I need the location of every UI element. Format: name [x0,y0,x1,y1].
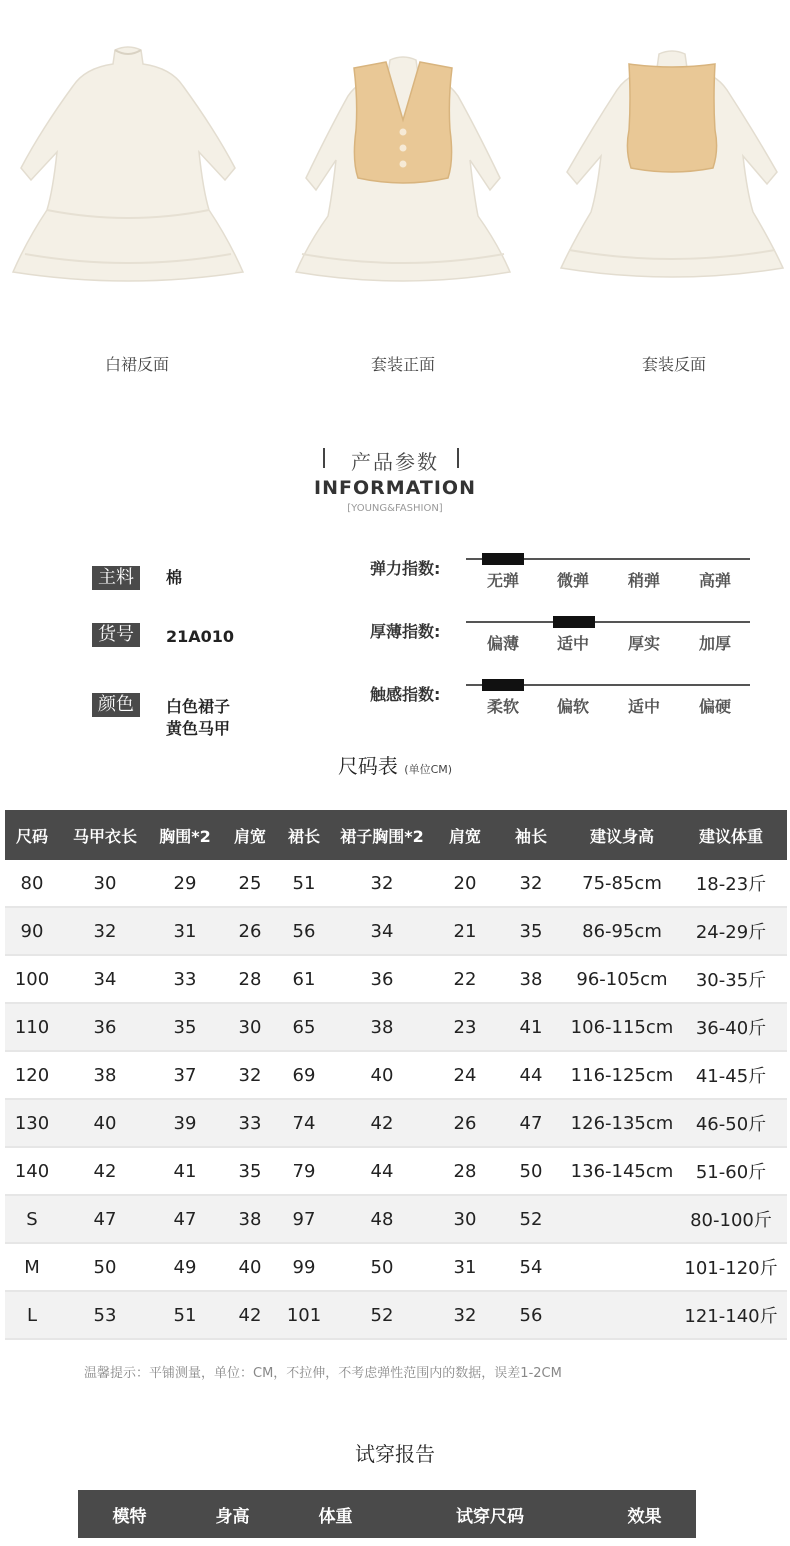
table-cell: 80-100斤 [675,1195,787,1243]
table-cell: 33 [219,1099,281,1147]
table-cell: 47 [151,1195,219,1243]
table-cell: 35 [151,1003,219,1051]
table-cell: 34 [59,955,151,1003]
table-cell: 101-120斤 [675,1243,787,1291]
table-cell: 36 [59,1003,151,1051]
table-cell: 52 [327,1291,437,1339]
table-cell: 126-135cm [569,1099,675,1147]
size-table-header-cell: 尺码 [5,810,59,860]
info-subtitle: [YOUNG&FASHION] [347,503,443,514]
index-scale-line [466,621,750,623]
table-cell: 38 [219,1195,281,1243]
product-photo-set-back [547,40,790,290]
table-cell: 22 [437,955,493,1003]
table-row [5,955,787,1003]
table-cell: 28 [219,955,281,1003]
table-row [5,1099,787,1147]
table-cell: 32 [327,860,437,907]
table-cell: 30 [219,1003,281,1051]
table-cell: 25 [219,860,281,907]
attr-value-color-2: 黄色马甲 [166,719,231,738]
size-table-header-cell: 马甲衣长 [59,810,151,860]
trial-report-header-cell: 身高 [181,1490,284,1538]
table-row [5,1003,787,1051]
table-cell: S [5,1195,59,1243]
attr-value-material: 棉 [166,568,183,587]
index-option: 偏软 [556,697,589,716]
table-cell: 23 [437,1003,493,1051]
table-cell: 42 [219,1291,281,1339]
table-cell: 56 [493,1291,569,1339]
attr-label-material: 主料 [92,566,140,590]
index-option: 适中 [556,634,589,653]
attr-label-item-no: 货号 [92,623,140,647]
product-photo-white-dress-back [3,40,253,290]
size-table-header-cell: 裙长 [281,810,327,860]
table-cell: 130 [5,1099,59,1147]
table-cell: 140 [5,1147,59,1195]
table-cell: 38 [59,1051,151,1099]
table-cell: 26 [437,1099,493,1147]
table-row [5,1195,787,1243]
trial-report-header-cell: 效果 [593,1490,696,1538]
table-cell: 69 [281,1051,327,1099]
attr-value-color-1: 白色裙子 [166,697,231,716]
table-cell: 41-45斤 [675,1051,787,1099]
table-cell: 40 [219,1243,281,1291]
photo-caption: 白裙反面 [104,355,169,374]
table-cell: 31 [437,1243,493,1291]
table-cell: 97 [281,1195,327,1243]
table-cell: 35 [219,1147,281,1195]
table-cell: 30 [59,860,151,907]
table-row [5,1051,787,1099]
size-table-header-cell: 肩宽 [219,810,281,860]
product-photo-set-front [278,40,528,290]
table-cell [569,1195,675,1243]
table-cell: 136-145cm [569,1147,675,1195]
table-cell: 75-85cm [569,860,675,907]
table-cell: 41 [493,1003,569,1051]
table-cell: 53 [59,1291,151,1339]
table-cell: 36-40斤 [675,1003,787,1051]
index-label: 触感指数: [370,685,441,704]
table-cell: 21 [437,907,493,955]
trial-report-title: 试穿报告 [355,1442,435,1466]
table-cell: 42 [59,1147,151,1195]
table-cell: 54 [493,1243,569,1291]
table-row [5,907,787,955]
info-title-cn: 产品参数 [351,450,439,474]
table-cell: 50 [493,1147,569,1195]
table-cell: 40 [59,1099,151,1147]
size-table-header-cell: 建议体重 [675,810,787,860]
table-cell: 101 [281,1291,327,1339]
table-cell: 47 [493,1099,569,1147]
info-title-en: INFORMATION [314,477,476,499]
table-cell [569,1243,675,1291]
table-cell: 48 [327,1195,437,1243]
table-cell: 40 [327,1051,437,1099]
index-label: 弹力指数: [370,559,441,578]
trial-report-header [78,1490,696,1538]
table-cell: 46-50斤 [675,1099,787,1147]
index-option: 微弹 [556,571,589,590]
table-cell: 32 [437,1291,493,1339]
table-cell: 121-140斤 [675,1291,787,1339]
size-table-header-cell: 袖长 [493,810,569,860]
size-table [5,810,787,1340]
attr-label-color: 颜色 [92,693,140,717]
table-cell: 33 [151,955,219,1003]
table-cell: 31 [151,907,219,955]
table-cell: 38 [327,1003,437,1051]
size-table-unit: (单位CM) [404,763,453,776]
table-cell: 50 [327,1243,437,1291]
size-table-header-cell: 裙子胸围*2 [327,810,437,860]
index-option: 柔软 [486,697,519,716]
table-cell: L [5,1291,59,1339]
index-label: 厚薄指数: [370,622,441,641]
trial-report-header-cell: 试穿尺码 [387,1490,593,1538]
table-cell: 47 [59,1195,151,1243]
index-option: 加厚 [698,634,731,653]
measurement-note: 温馨提示：平铺测量，单位：CM，不拉伸，不考虑弹性范围内的数据，误差1-2CM [84,1366,562,1381]
table-cell: 96-105cm [569,955,675,1003]
photo-caption: 套装反面 [641,355,706,374]
trial-report-header-cell: 体重 [284,1490,387,1538]
table-cell: 61 [281,955,327,1003]
photo-caption: 套装正面 [370,355,435,374]
table-cell: 37 [151,1051,219,1099]
table-cell: 51 [281,860,327,907]
index-option: 适中 [627,697,660,716]
table-cell: 32 [493,860,569,907]
index-option: 无弹 [486,571,519,590]
table-cell: 51 [151,1291,219,1339]
table-cell: 80 [5,860,59,907]
table-cell: 44 [493,1051,569,1099]
header-divider-right [457,448,459,468]
table-cell: 50 [59,1243,151,1291]
table-cell: 41 [151,1147,219,1195]
table-cell: 30-35斤 [675,955,787,1003]
index-selected-marker [482,679,524,691]
table-cell: 65 [281,1003,327,1051]
table-cell: 44 [327,1147,437,1195]
table-cell: 28 [437,1147,493,1195]
table-cell: 49 [151,1243,219,1291]
table-cell: 32 [219,1051,281,1099]
index-selected-marker [482,553,524,565]
table-cell: 29 [151,860,219,907]
table-cell: 36 [327,955,437,1003]
table-cell: 99 [281,1243,327,1291]
table-cell: 26 [219,907,281,955]
table-cell: 38 [493,955,569,1003]
table-row [5,1243,787,1291]
index-option: 厚实 [627,634,660,653]
table-row [5,860,787,907]
table-cell: 74 [281,1099,327,1147]
table-cell: 52 [493,1195,569,1243]
table-cell: 24 [437,1051,493,1099]
size-table-header [5,810,787,860]
size-table-header-cell: 肩宽 [437,810,493,860]
index-option: 高弹 [698,571,731,590]
table-cell: 42 [327,1099,437,1147]
index-option: 稍弹 [627,571,660,590]
table-cell: 20 [437,860,493,907]
table-cell: 18-23斤 [675,860,787,907]
table-cell: 106-115cm [569,1003,675,1051]
table-row [5,1147,787,1195]
table-cell: 32 [59,907,151,955]
size-table-title-text: 尺码表 [337,754,398,778]
table-cell: 24-29斤 [675,907,787,955]
table-cell: 90 [5,907,59,955]
index-option: 偏硬 [698,697,731,716]
table-cell: 35 [493,907,569,955]
table-cell: 39 [151,1099,219,1147]
index-selected-marker [553,616,595,628]
table-cell: 56 [281,907,327,955]
table-cell [569,1291,675,1339]
index-option: 偏薄 [486,634,519,653]
attr-value-item-no: 21A010 [166,627,235,646]
table-cell: 30 [437,1195,493,1243]
table-cell: 86-95cm [569,907,675,955]
table-cell: 120 [5,1051,59,1099]
table-cell: 110 [5,1003,59,1051]
size-table-title [0,750,790,779]
table-cell: 34 [327,907,437,955]
table-cell: 116-125cm [569,1051,675,1099]
trial-report-header-cell: 模特 [78,1490,181,1538]
trial-report-table [78,1490,696,1538]
table-cell: 51-60斤 [675,1147,787,1195]
size-table-header-cell: 胸围*2 [151,810,219,860]
size-table-header-cell: 建议身高 [569,810,675,860]
table-row [5,1291,787,1339]
table-cell: 79 [281,1147,327,1195]
table-cell: 100 [5,955,59,1003]
table-cell: M [5,1243,59,1291]
